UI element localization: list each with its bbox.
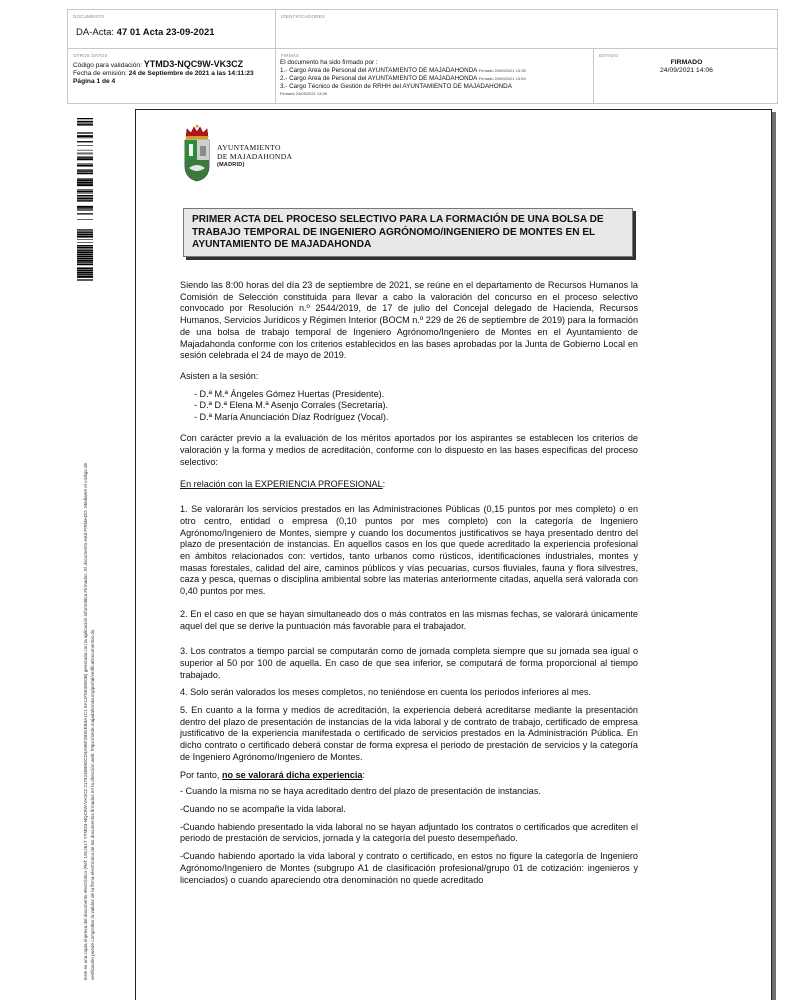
org-line-2: DE MAJADAHONDA [217, 152, 293, 161]
asisten-label: Asisten a la sesión: [180, 370, 259, 381]
attendees-list [194, 389, 638, 424]
firma-2-text: 2.- Cargo Area de Personal del AYUNTAMIENTO DE MAJADAHONDA [280, 75, 478, 82]
documento-label: DOCUMENTO [73, 14, 105, 19]
firma-2 [280, 75, 526, 83]
portanto-suffix: : [362, 769, 366, 780]
documento-cell [68, 10, 276, 48]
exclusion-3: -Cuando habiendo presentado la vida laboral no se hayan adjuntado los contratos o certificados que acrediten el periodo de prestación de servicios, jornada y la categoría del puesto desempeñado. [180, 821, 638, 844]
page-shadow [772, 112, 776, 1000]
identificadores-label: IDENTIFICADORES [281, 14, 326, 19]
exclusion-4: -Cuando habiendo aportado la vida laboral y contrato o certificado, en estos no figure la categoría de Ingeniero Agrónomo/Ingeniero de Montes (subgrupo A1 de clasificación profesional/grupo 01 de cotización: ingenieros y licenciados) o cuando apareciendo otra denominación no quede acreditado [180, 851, 638, 885]
page-indicator: Página 1 de 4 [73, 78, 116, 85]
criterion-1: 1. Se valorarán los servicios prestados en las Administraciones Públicas (0,15 puntos por mes completo) o en otro centro, entidad o empresa (0,10 puntos por mes completo) con la categoría de Ingeniero Agrónomo/Ingeniero de Montes, siempre y cuando los documentos justificativos se haya presentado dentro del plazo de presentación de instancias. En aquellos casos en los que quede acreditado la experiencia profesional en ámbitos relacionados con: vertidos, tanto urbanos como rústicos, identificaciones industriales, montes y masas forestales, calidad del aire, caminos públicos y vías pecuarias, cursos fluviales, fauna y flora silvestres, caza y pesca, quemas o disciplina ambiental sobre las materias anteriormente citadas, aquella será valorada con 0,40 puntos por mes. [180, 504, 638, 597]
attendee-item: - D.ª María Anunciación Díaz Rodríguez (Vocal). [194, 411, 389, 422]
exclusion-2: -Cuando no se acompañe la vida laboral. [180, 803, 346, 814]
criterion-4: 4. Solo serán valorados los meses completos, no teniéndose en cuenta los periodos inferiores al mes. [180, 687, 591, 698]
side-text-line-2: verificación puede comprobar la validez de la firma electrónica de los documentos firmados en la dirección web: https://sede.majadahonda.org/portal/verificaDocumentos.do [90, 629, 95, 980]
criterion-5: 5. En cuanto a la forma y medios de acreditación, la experiencia deberá acreditarse mediante la presentación dentro del plazo de presentación de instancias de la vida laboral y de contrato de trabajo, certificado de empresa justificativo de la experiencia manifestada o certificado de servicios prestados en la Administración Pública. En dicho contrato o certificado deberá constar de forma expresa el periodo de prestación de servicios y la categoría de Ingeniero Agrónomo/Ingeniero de Montes. [180, 705, 638, 762]
otros-datos-label: OTROS DATOS [73, 53, 108, 58]
document-title-box [183, 208, 633, 257]
fecha-label: Fecha de emisión: [73, 70, 127, 77]
experiencia-heading-colon: : [382, 478, 386, 489]
coat-of-arms-icon [183, 124, 211, 182]
estado-lines [594, 59, 779, 75]
firmas-cell [276, 49, 594, 104]
portanto-bold: no se valorará dicha experiencia [221, 769, 363, 780]
otros-datos-cell [68, 49, 276, 104]
firma-2-date: Firmado 24/09/2021 13:54 [478, 76, 526, 81]
experiencia-heading [180, 479, 638, 491]
barcode [77, 118, 93, 285]
header-row-top [68, 10, 777, 49]
identificadores-cell [276, 10, 779, 48]
documento-number: 47 01 Acta 23-09-2021 [116, 27, 215, 38]
estado-label: ESTADO [599, 53, 619, 58]
portanto-line [180, 770, 638, 782]
exclusion-1: - Cuando la misma no se haya acreditado dentro del plazo de presentación de instancias. [180, 786, 541, 797]
document-title: PRIMER ACTA DEL PROCESO SELECTIVO PARA LA FORMACIÓN DE UNA BOLSA DE TRABAJO TEMPORAL DE INGENIERO AGRÓNOMO/INGENIERO DE MONTES EN EL AYUNTAMIENTO DE MAJADAHONDA [192, 214, 604, 250]
org-line-3: (MADRID) [217, 162, 245, 168]
estado-value: FIRMADO [670, 59, 703, 66]
attendee-item: - D.ª D.ª Elena M.ª Asenjo Corrales (Secretaria). [194, 400, 389, 411]
validation-code[interactable]: YTMD3-NQC9W-VK3CZ [143, 59, 244, 69]
documento-prefix: DA-Acta: [76, 27, 115, 38]
criterion-3: 3. Los contratos a tiempo parcial se computarán como de jornada completa siempre que su jornada sea igual o superior al 50 por 100 de aquella. En caso de que sea inferior, se computará de forma proporcional al tiempo trabajado. [180, 646, 638, 680]
firma-1 [280, 67, 526, 75]
criteria-intro: Con carácter previo a la evaluación de los méritos aportados por los aspirantes se establecen los criterios de valoración y la forma y medios de acreditación, conforme con lo dispuesto en las bases específicas del proceso selectivo: [180, 433, 638, 467]
firmas-lines [280, 59, 526, 96]
organization-name [217, 143, 292, 170]
firma-3-text: 3.- Cargo Técnico de Gestión de RRHH del AYUNTAMIENTO DE MAJADAHONDA [280, 83, 512, 90]
header-row-bottom [68, 49, 777, 104]
criterion-2: 2. En el caso en que se hayan simultaneado dos o más contratos en las mismas fechas, se valorará únicamente aquel del que se derive la puntuación más favorable para el trabajador. [180, 608, 638, 631]
document-body [180, 280, 638, 886]
signature-header [67, 9, 778, 104]
intro-paragraph: Siendo las 8:00 horas del día 23 de septiembre de 2021, se reúne en el departamento de Recursos Humanos la Comisión de Selección constituida para llevar a cabo la valoración del concurso en el proceso selectivo convocado por Resolución n.º 2544/2019, de 17 de julio del Concejal delegado de Hacienda, Recursos Humanos, Servicios Jurídicos y Régimen Interior (BOCM n.º 229 de 26 de septiembre de 2019) para la formación de una bolsa de trabajo temporal de Ingeniero Agrónomo/Ingeniero de Montes en el Ayuntamiento de Majadahonda conforme con los criterios establecidos en las bases aprobadas por la Junta de Gobierno Local en sesión celebrada el 24 de mayo de 2019. [180, 280, 638, 361]
firma-1-date: Firmado 24/09/2021 13:35 [478, 68, 526, 73]
fecha-value: 24 de Septiembre de 2021 a las 14:11:23 [128, 70, 254, 77]
codigo-label: Código para validación: [73, 62, 142, 69]
estado-date: 24/09/2021 14:06 [660, 67, 713, 74]
verification-side-text [82, 295, 96, 980]
otros-datos-lines [73, 60, 254, 86]
firma-3-date: Firmado 24/09/2021 14:06 [280, 91, 327, 96]
firma-1-text: 1.- Cargo Area de Personal del AYUNTAMIENTO DE MAJADAHONDA [280, 67, 478, 74]
experiencia-heading-text: En relación con la EXPERIENCIA PROFESIONAL [180, 478, 383, 489]
side-text-line-1: Este es una copia impresa del documento electrónico (Ref: 1912617 YTMD3-NQC9W-VK3CZ 2174245B9DCD4A9EF2B92EB3A1C1 5A11F553DE0B) generada con la aplicación informática Firmadoc. El documento está FIRMADO. Mediante el código de [83, 462, 88, 980]
firma-3 [280, 83, 526, 91]
attendee-item: - D.ª M.ª Ángeles Gómez Huertas (Presidente). [194, 388, 385, 399]
portanto-prefix: Por tanto, [180, 769, 222, 780]
estado-cell [594, 49, 779, 104]
org-line-1: AYUNTAMIENTO [217, 143, 281, 152]
firmas-label: FIRMAS [281, 53, 300, 58]
firmas-intro: El documento ha sido firmado por : [280, 59, 378, 66]
documento-value [76, 27, 215, 38]
